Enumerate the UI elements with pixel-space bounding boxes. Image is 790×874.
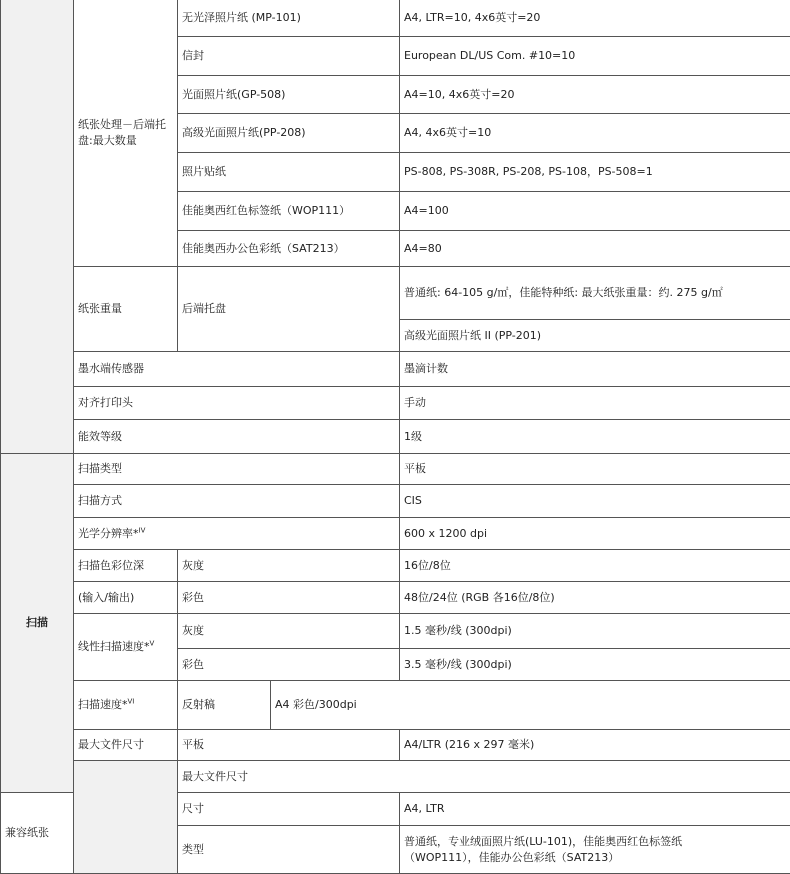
scan-speed-sub2: A4 彩色/300dpi bbox=[271, 681, 790, 730]
tray-item-name: 佳能奥西红色标签纸（WOP111） bbox=[178, 192, 400, 231]
paper-weight-value-2: 高级光面照片纸 II (PP-201) bbox=[400, 320, 790, 352]
line-speed-color-value: 3.5 毫秒/线 (300dpi) bbox=[400, 649, 790, 681]
table-row bbox=[1, 454, 790, 485]
table-row bbox=[1, 267, 790, 320]
tray-item-value: A4, 4x6英寸=10 bbox=[400, 114, 790, 153]
paper-weight-sub: 后端托盘 bbox=[178, 267, 400, 352]
scan-speed-sub1: 反射稿 bbox=[178, 681, 271, 730]
media-type-label: 类型 bbox=[178, 826, 400, 874]
table-row bbox=[1, 420, 790, 454]
media-size-label: 尺寸 bbox=[178, 793, 400, 826]
energy-label: 能效等级 bbox=[74, 420, 400, 454]
resolution-label: 光学分辨率*$^{IV}$ bbox=[74, 518, 400, 550]
category-scan: 扫描 bbox=[1, 454, 74, 793]
color-depth-color-label: 彩色 bbox=[178, 582, 400, 614]
tray-item-value: A4=10, 4x6英寸=20 bbox=[400, 76, 790, 114]
scan-type-label: 扫描类型 bbox=[74, 454, 400, 485]
tray-item-name: 照片贴纸 bbox=[178, 153, 400, 192]
tray-item-name: 光面照片纸(GP-508) bbox=[178, 76, 400, 114]
table-row bbox=[1, 387, 790, 420]
color-depth-label-2: (输入/输出) bbox=[74, 582, 178, 614]
category-cell-blank-2 bbox=[74, 761, 178, 874]
max-doc-value: A4/LTR (216 x 297 毫米) bbox=[400, 730, 790, 761]
paper-weight-value: 普通纸: 64-105 g/㎡，佳能特种纸: 最大纸张重量：约. 275 g/㎡ bbox=[400, 267, 790, 320]
color-depth-gray-value: 16位/8位 bbox=[400, 550, 790, 582]
tray-capacity-label: 纸张处理－后端托盘:最大数量 bbox=[74, 0, 178, 267]
tray-item-value: A4=80 bbox=[400, 231, 790, 267]
tray-item-value: A4, LTR=10, 4x6英寸=20 bbox=[400, 0, 790, 37]
max-doc-sub: 平板 bbox=[178, 730, 400, 761]
scan-type-value: 平板 bbox=[400, 454, 790, 485]
table-row bbox=[1, 485, 790, 518]
media-label: 兼容纸张 bbox=[1, 793, 74, 874]
tray-item-name: 佳能奥西办公色彩纸（SAT213） bbox=[178, 231, 400, 267]
align-head-value: 手动 bbox=[400, 387, 790, 420]
ink-sensor-value: 墨滴计数 bbox=[400, 352, 790, 387]
category-cell-blank bbox=[1, 0, 74, 454]
table-row bbox=[1, 0, 790, 37]
max-doc-label: 最大文件尺寸 bbox=[74, 730, 178, 761]
tray-item-name: 信封 bbox=[178, 37, 400, 76]
table-row bbox=[1, 761, 790, 793]
color-depth-gray-label: 灰度 bbox=[178, 550, 400, 582]
tray-item-name: 无光泽照片纸 (MP-101) bbox=[178, 0, 400, 37]
table-row bbox=[1, 550, 790, 582]
resolution-value: 600 x 1200 dpi bbox=[400, 518, 790, 550]
max-doc-label-2: 最大文件尺寸 bbox=[178, 761, 790, 793]
line-speed-gray-label: 灰度 bbox=[178, 614, 400, 649]
color-depth-label: 扫描色彩位深 bbox=[74, 550, 178, 582]
energy-value: 1级 bbox=[400, 420, 790, 454]
scan-method-value: CIS bbox=[400, 485, 790, 518]
tray-item-name: 高级光面照片纸(PP-208) bbox=[178, 114, 400, 153]
tray-item-value: A4=100 bbox=[400, 192, 790, 231]
color-depth-color-value: 48位/24位 (RGB 各16位/8位) bbox=[400, 582, 790, 614]
table-row bbox=[1, 582, 790, 614]
paper-weight-label: 纸张重量 bbox=[74, 267, 178, 352]
table-row bbox=[1, 518, 790, 550]
table-row bbox=[1, 730, 790, 761]
table-row bbox=[1, 352, 790, 387]
ink-sensor-label: 墨水端传感器 bbox=[74, 352, 400, 387]
media-type-line-2: （WOP111），佳能办公色彩纸（SAT213） bbox=[404, 850, 786, 866]
media-size-value: A4, LTR bbox=[400, 793, 790, 826]
align-head-label: 对齐打印头 bbox=[74, 387, 400, 420]
media-type-value bbox=[400, 826, 790, 874]
scan-method-label: 扫描方式 bbox=[74, 485, 400, 518]
tray-item-value: PS-808, PS-308R, PS-208, PS-108，PS-508=1 bbox=[400, 153, 790, 192]
line-speed-color-label: 彩色 bbox=[178, 649, 400, 681]
line-speed-gray-value: 1.5 毫秒/线 (300dpi) bbox=[400, 614, 790, 649]
media-type-line-1: 普通纸，专业绒面照片纸(LU-101)，佳能奥西红色标签纸 bbox=[404, 834, 786, 850]
scan-speed-label: 扫描速度*$^{VI}$ bbox=[74, 681, 178, 730]
table-row bbox=[1, 614, 790, 649]
line-speed-label: 线性扫描速度*$^V$ bbox=[74, 614, 178, 681]
tray-item-value: European DL/US Com. #10=10 bbox=[400, 37, 790, 76]
table-row bbox=[1, 681, 790, 730]
